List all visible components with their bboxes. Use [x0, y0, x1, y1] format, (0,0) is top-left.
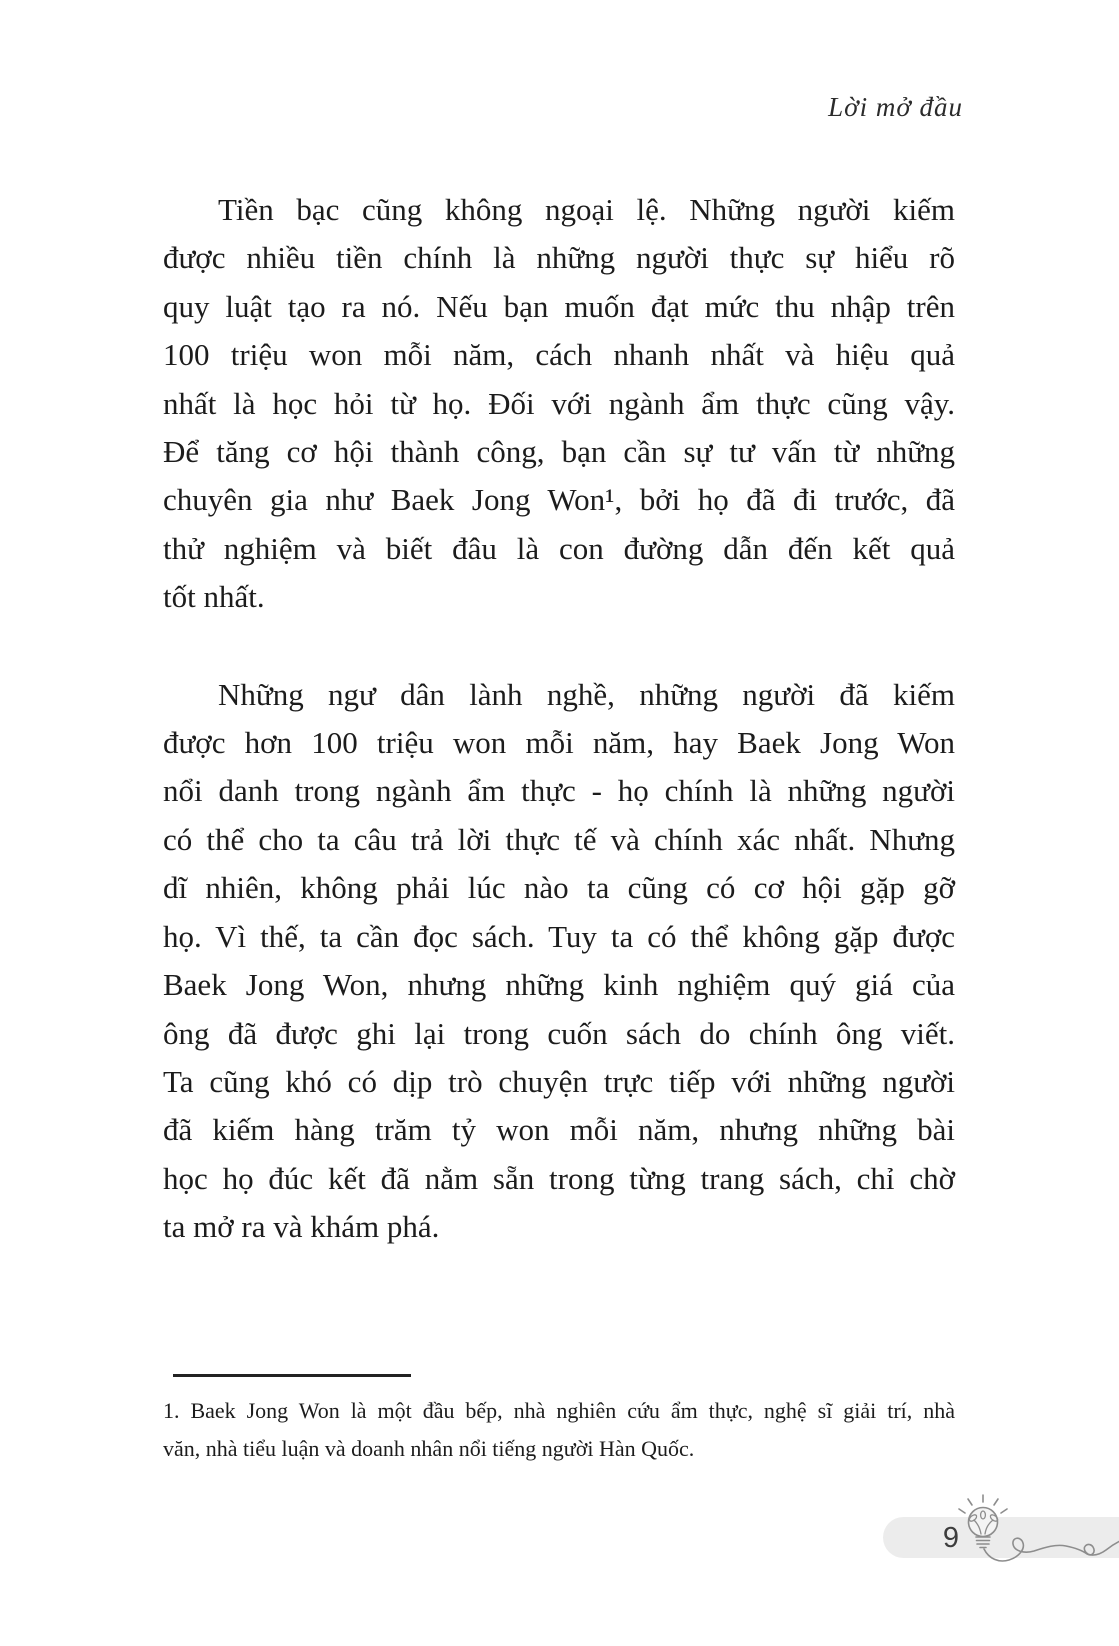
text-line: 100 triệu won mỗi năm, cách nhanh nhất và hiệu quả — [163, 337, 955, 373]
lightbulb-doodle-icon — [905, 1488, 1119, 1573]
text-line: được nhiều tiền chính là những người thực sự hiểu rõ — [163, 240, 955, 276]
paragraph-2 — [163, 671, 955, 1252]
text-line: có thể cho ta câu trả lời thực tế và chính xác nhất. Nhưng — [163, 821, 955, 857]
text-line: nhất là học hỏi từ họ. Đối với ngành ẩm thực cũng vậy. — [163, 385, 955, 421]
text-line: Tiền bạc cũng không ngoại lệ. Những người kiếm — [218, 192, 955, 227]
footnote-divider — [173, 1374, 411, 1377]
footnote — [163, 1392, 955, 1468]
text-line: đã kiếm hàng trăm tỷ won mỗi năm, nhưng những bài — [163, 1112, 955, 1148]
text-line: ông đã được ghi lại trong cuốn sách do chính ông viết. — [163, 1015, 955, 1051]
footnote-line: 1. Baek Jong Won là một đầu bếp, nhà nghiên cứu ẩm thực, nghệ sĩ giải trí, nhà — [163, 1398, 955, 1423]
page-number: 9 — [942, 1522, 960, 1554]
text-line: Baek Jong Won, nhưng những kinh nghiệm quý giá của — [163, 967, 955, 1003]
text-line: ta mở ra và khám phá. — [163, 1209, 440, 1245]
text-line: thử nghiệm và biết đâu là con đường dẫn đến kết quả — [163, 530, 955, 566]
text-line: dĩ nhiên, không phải lúc nào ta cũng có cơ hội gặp gỡ — [163, 870, 955, 906]
paragraph-1 — [163, 186, 955, 622]
text-line: họ. Vì thế, ta cần đọc sách. Tuy ta có thể không gặp được — [163, 918, 955, 954]
body-text — [163, 186, 955, 1252]
text-line: tốt nhất. — [163, 579, 265, 615]
running-header: Lời mở đầu — [828, 92, 963, 122]
text-line: nổi danh trong ngành ẩm thực - họ chính là những người — [163, 773, 955, 809]
text-line: chuyên gia như Baek Jong Won¹, bởi họ đã đi trước, đã — [163, 482, 955, 518]
footnote-line: văn, nhà tiểu luận và doanh nhân nổi tiếng người Hàn Quốc. — [163, 1436, 695, 1461]
text-line: Những ngư dân lành nghề, những người đã kiếm — [218, 676, 955, 712]
text-line: quy luật tạo ra nó. Nếu bạn muốn đạt mức thu nhập trên — [163, 288, 955, 324]
text-line: được hơn 100 triệu won mỗi năm, hay Baek Jong Won — [163, 725, 955, 761]
text-line: Ta cũng khó có dịp trò chuyện trực tiếp với những người — [163, 1063, 955, 1099]
text-line: Để tăng cơ hội thành công, bạn cần sự tư vấn từ những — [163, 434, 955, 470]
text-line: học họ đúc kết đã nằm sẵn trong từng trang sách, chỉ chờ — [163, 1160, 955, 1196]
